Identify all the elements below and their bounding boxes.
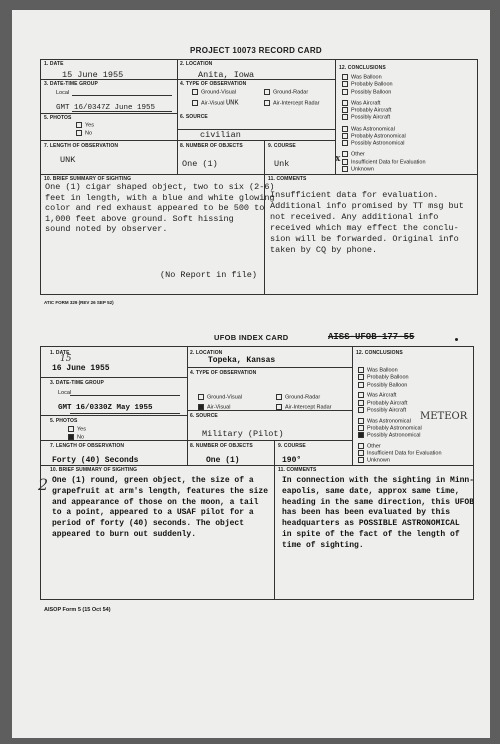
card2-brief-text (52, 476, 268, 541)
card1-photos-label: 5. PHOTOS (44, 115, 72, 121)
text-line: Insufficient data for evaluation. (270, 190, 439, 200)
checkbox-icon (358, 407, 364, 413)
card1-num-objects-value: One (1) (182, 159, 218, 169)
conclusion-option: Unknown (358, 457, 442, 464)
text-line: received which may effect the conclu- (270, 223, 459, 233)
conclusion-option: Possibly Balloon (358, 382, 442, 389)
checkbox-icon (342, 151, 348, 157)
checkbox-icon (342, 74, 348, 80)
card1-course-value: Unk (274, 159, 290, 169)
text-line: to a point, appeared to a USAF pilot for a (52, 508, 254, 518)
checkbox-icon (342, 166, 348, 172)
checkbox-icon (264, 89, 270, 95)
card1-num-objects-label: 8. NUMBER OF OBJECTS (180, 143, 243, 149)
card2-footer: AISOP Form 5 (15 Oct 54) (44, 607, 111, 613)
checkbox-icon (342, 126, 348, 132)
checkbox-icon (358, 432, 364, 438)
card2-date-value: 16 June 1955 (52, 364, 110, 373)
checkbox-icon (358, 374, 364, 380)
conclusion-option: Probably Astronomical (342, 133, 426, 140)
card1-location-value: Anita, Iowa (198, 70, 255, 80)
card1-gmt-value: GMT 16/0347Z June 1955 (56, 104, 156, 112)
card2-margin-note: 2 (38, 475, 49, 494)
conclusion-option: Other (358, 443, 442, 450)
checkbox-icon (76, 130, 82, 136)
card1-course-label: 9. COURSE (268, 143, 296, 149)
conclusion-option: Probably Aircraft (342, 107, 426, 114)
card2-length-label: 7. LENGTH OF OBSERVATION (50, 443, 125, 449)
checkbox-icon (342, 89, 348, 95)
checkbox-icon (276, 394, 282, 400)
card2-source-value: Military (Pilot) (202, 429, 284, 439)
card1-local-label: Local (56, 90, 70, 96)
checkbox-icon (342, 114, 348, 120)
card1-air-visual: Air-Visual UNK (192, 100, 239, 107)
conclusion-option: Was Astronomical (342, 126, 426, 133)
text-line: sion will be forwarded. Original info (270, 234, 459, 244)
conclusion-option: Was Balloon (342, 74, 426, 81)
card2-photos-yes: Yes (68, 426, 86, 433)
checkbox-icon (264, 100, 270, 106)
checkbox-icon (192, 89, 198, 95)
text-line: One (1) cigar shaped object, two to six (2-6) (45, 182, 275, 192)
card1-date-label: 1. DATE (44, 61, 64, 67)
card2-air-intercept: Air-Intercept Radar (276, 404, 331, 411)
text-line: taken by CQ by phone. (270, 245, 378, 255)
checkbox-icon (358, 367, 364, 373)
card1-ground-radar: Ground-Radar (264, 89, 308, 96)
card2-course-label: 9. COURSE (278, 443, 306, 449)
text-line: headquarters as POSSIBLE ASTRONOMICAL (282, 519, 460, 529)
conclusion-option: Insufficient Data for Evaluation (342, 159, 426, 166)
card2-date-label: 1. DATE (50, 350, 70, 356)
card2-dtg-label: 3. DATE-TIME GROUP (50, 380, 104, 386)
card2-photos-no: No (68, 434, 84, 441)
card1-photos-no: No (76, 130, 92, 137)
conclusion-option: Possibly Aircraft (342, 114, 426, 121)
text-line: appeared to burn out suddenly. (52, 529, 197, 539)
card2-ground-radar: Ground-Radar (276, 394, 320, 401)
card2-date-correction: 15 (60, 354, 72, 364)
card1-location-label: 2. LOCATION (180, 61, 213, 67)
card2-course-value: 190° (282, 456, 302, 465)
text-line: in spite of the fact of the length of (282, 529, 460, 539)
card2-meteor-note: METEOR (420, 411, 468, 422)
text-line: eapolis, same date, approx same time, (282, 486, 460, 496)
card2-comments-text (282, 476, 474, 552)
text-line: heading in the same direction, this UFOB (282, 497, 475, 507)
text-line: In connection with the sighting in Minn- (282, 476, 475, 485)
conclusion-option: Was Aircraft (342, 100, 426, 107)
text-line: 1,000 feet above ground. Soft hissing (45, 213, 234, 224)
card2-ref: AISS-UFOB-177-55 (328, 332, 415, 342)
text-line: color and red exhaust appeared to be 500 to (45, 203, 265, 213)
checkbox-icon (358, 425, 364, 431)
conclusion-option: Unknown (342, 166, 426, 173)
conclusion-option: Probably Astronomical (358, 425, 442, 432)
conclusion-option: Possibly Aircraft (358, 407, 442, 414)
card1-title: PROJECT 10073 RECORD CARD (190, 46, 322, 55)
card1-no-report: (No Report in file) (160, 270, 257, 280)
card1-photos-yes: Yes (76, 122, 94, 129)
checkbox-checked-icon (68, 434, 74, 440)
card1-insufficient-mark: x (335, 154, 341, 164)
text-line: grapefruit at arm's length, features the size (52, 486, 269, 496)
card1-brief-text (45, 182, 275, 235)
checkbox-icon (192, 100, 198, 106)
text-line: sound noted by observer. (45, 224, 168, 234)
text-line: feet in length, with a blue and white glowing (45, 192, 275, 203)
conclusion-option: Possibly Astronomical (358, 432, 442, 439)
checkbox-icon (358, 392, 364, 398)
checkbox-icon (342, 140, 348, 146)
text-line: One (1) round, green object, the size of a (52, 476, 254, 485)
card1-comments-label: 11. COMMENTS (268, 176, 307, 182)
card1-source-label: 6. SOURCE (180, 114, 208, 120)
conclusion-option: Probably Balloon (358, 374, 442, 381)
text-line: period of forty (40) seconds. The object (52, 519, 245, 529)
card2-title: UFOB INDEX CARD (214, 333, 289, 342)
conclusion-option: Possibly Balloon (342, 89, 426, 96)
conclusion-option: Other (342, 151, 426, 158)
card1-air-intercept: Air-Intercept Radar (264, 100, 319, 107)
card2-air-visual: Air-Visual (198, 404, 230, 411)
card1-conclusions-label: 12. CONCLUSIONS (339, 65, 386, 71)
card2-photos-label: 5. PHOTOS (50, 418, 78, 424)
conclusion-option: Was Balloon (358, 367, 442, 374)
conclusion-option: Was Aircraft (358, 392, 442, 399)
card2-brief-label: 10. BRIEF SUMMARY OF SIGHTING (50, 467, 138, 473)
checkbox-icon (342, 107, 348, 113)
conclusion-option: Possibly Astronomical (342, 140, 426, 147)
checkbox-icon (358, 418, 364, 424)
text-line: not received. Any additional info (270, 212, 439, 222)
checkbox-checked-icon (198, 404, 204, 410)
card1-brief-label: 10. BRIEF SUMMARY OF SIGHTING (44, 176, 132, 182)
card2-num-objects-label: 8. NUMBER OF OBJECTS (190, 443, 253, 449)
card2-num-objects-value: One (1) (206, 456, 240, 465)
checkbox-icon (358, 443, 364, 449)
card2-source-label: 6. SOURCE (190, 413, 218, 419)
card1-comments-text (270, 190, 464, 256)
checkbox-icon (358, 382, 364, 388)
checkbox-icon (198, 394, 204, 400)
card2-comments-label: 11. COMMENTS (278, 467, 317, 473)
conclusion-option: Was Astronomical (358, 418, 442, 425)
checkbox-icon (342, 100, 348, 106)
card1-type-label: 4. TYPE OF OBSERVATION (180, 81, 247, 87)
checkbox-icon (358, 400, 364, 406)
checkbox-icon (358, 450, 364, 456)
checkbox-icon (342, 133, 348, 139)
checkbox-icon (76, 122, 82, 128)
checkbox-icon (342, 81, 348, 87)
document-sheet (12, 10, 490, 738)
card1-length-label: 7. LENGTH OF OBSERVATION (44, 143, 119, 149)
checkbox-icon (68, 426, 74, 432)
card2-type-label: 4. TYPE OF OBSERVATION (190, 370, 257, 376)
bullet-dot (455, 338, 458, 341)
card1-dtg-label: 3. DATE-TIME GROUP (44, 81, 98, 87)
card1-date-value: 15 June 1955 (62, 70, 124, 80)
card2-local-label: Local (58, 390, 72, 396)
text-line: has been has been evaluated by this (282, 508, 451, 518)
card2-ground-visual: Ground-Visual (198, 394, 242, 401)
card2-location-label: 2. LOCATION (190, 350, 223, 356)
text-line: Additional info promised by TT msg but (270, 201, 464, 211)
checkbox-icon (276, 404, 282, 410)
checkbox-icon (342, 159, 348, 165)
card2-length-value: Forty (40) Seconds (52, 456, 139, 465)
card2-location-value: Topeka, Kansas (208, 356, 276, 365)
card1-conclusions-list (342, 74, 426, 173)
checkbox-icon (358, 457, 364, 463)
conclusion-option: Probably Balloon (342, 81, 426, 88)
card1-ground-visual: Ground-Visual (192, 89, 236, 96)
conclusion-option: Insufficient Data for Evaluation (358, 450, 442, 457)
card2-gmt-value: GMT 16/0330Z May 1955 (58, 404, 153, 412)
text-line: time of sighting. (282, 540, 364, 550)
card1-footer: ATIC FORM 329 (REV 26 SEP 52) (44, 300, 114, 305)
card2-conclusions-label: 12. CONCLUSIONS (356, 350, 403, 356)
card1-source-value: civilian (200, 130, 241, 140)
text-line: and appearance of those on the moon, a tail (52, 497, 259, 507)
card1-length-value: UNK (60, 155, 76, 165)
conclusion-option: Probably Aircraft (358, 400, 442, 407)
